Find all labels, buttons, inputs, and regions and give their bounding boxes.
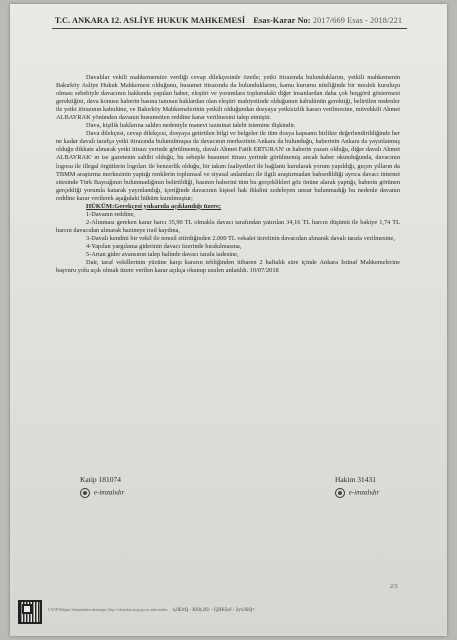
judge-signature xyxy=(335,475,379,498)
clerk-signature xyxy=(80,475,124,498)
verdict-heading: HÜKÜM:Gerekçesi yukarıda açıklandığı üzere; xyxy=(86,202,222,210)
document-footer xyxy=(48,608,255,613)
e-signature-seal-icon xyxy=(80,488,90,498)
verdict-item: 1-Davanın reddine, xyxy=(86,210,135,218)
paragraph: Dava dilekçesi, cevap dilekçesi, dosyaya getirtilen bilgi ve belgeler ile tüm dosya kapsamı birlikte değerlendirildiğinde her ne kadar davalı tarafça yetki itirazında bulunulmuşsa da davacının merkezinin Ankara da bulunduğu, haberinin Ankara da yayınlanmış olduğu dikkate alınarak yetki itirazı yerinde görülmemiş, davalı Ahmet Fatih ERTURAN' ın haberin yazarı olduğu, diğer davalı Ahmet ALBAYRAK' ın ise gazetenin sahibi olduğu, bu sebeple husumet itirazı yerinde görülmemiş ancak haber okunduğunda, davacının logosu ile illegal örgütlerin logoları ile benzerlik olduğu, bir takım faaliyetleri ile bağlantı kurularak yorum yapıldığı, geçen yılların da TBMM araştırma merkezinin yaptığı renklerin toplumsal ve siyasal anlamları ile ilgili araştırmadan bahsedildiği ayrıca davacı internet sitesinde Türk Bayrağının bulunmadığının belirtildiği, basının haberini tüm bu gerçeklikleri göz önüne alarak yaptığı, haberin görünen gerçekliği yorumla katarak yayınlandığı, içeriğinde davacının kişisel hak ihlalini zedeleyen unsur bulunmadığı bu nedenle davanın reddine karar verilerek aşağıdaki hüküm kurulmuştur; xyxy=(56,130,400,202)
closing-paragraph: Dair, taraf vekillerinin yüzüne karşı kararın tebliğinden itibaren 2 haftalık süre içinde Ankara İstinaf Mahkemelerine başvuru yolu açık olmak üzere verilen karar açıkça okunup usulen anlatıldı. 10/07/2018 xyxy=(56,259,400,275)
decision-body xyxy=(56,74,400,275)
qr-code-icon xyxy=(18,600,42,624)
clerk-esign-text: e-imzalıdır xyxy=(93,488,125,497)
verification-code: x2lE/tQ - Kl9y2O/ - QJHi5oJ - 2yx3SQ= xyxy=(172,608,255,613)
footer-note: UYAP Bilişim Sisteminden alınmıştır. http://vatandas.uyap.gov.tr adresinden xyxy=(48,608,168,612)
esas-label: Esas-Karar No: xyxy=(253,16,311,25)
verdict-item: 2-Alınması gereken karar harcı 35,90 TL olmakla davacı tarafından yatırılan 34,16 TL harcın düşümü ile bakiye 1,74 TL harcın davacıdan alınarak hazineye irad kaydına, xyxy=(56,218,400,234)
header-divider xyxy=(52,28,407,29)
judge-label: Hakim 31431 xyxy=(335,475,377,484)
judge-esign-text: e-imzalıdır xyxy=(348,488,380,497)
verdict-item: 5-Artan gider avansının talep halinde davacı tarafa iadesine, xyxy=(86,251,239,259)
esas-numbers: 2017/669 Esas - 2018/221 xyxy=(312,16,403,25)
verdict-item: 4-Yapılan yargılama giderinin davacı üzerinde bırakılmasına, xyxy=(86,242,242,250)
judge-esign xyxy=(335,488,379,498)
verdict-item: 3-Davalı kendini bir vekil ile temsil ettirdiğinden 2.000 TL vekalet ücretinin davacıdan alınarak davalı tarafa verilmesine, xyxy=(86,234,395,242)
court-name: T.C. ANKARA 12. ASLİYE HUKUK MAHKEMESİ xyxy=(54,16,246,25)
clerk-label: Katip 181074 xyxy=(80,475,122,484)
page-number: 2/3 xyxy=(390,584,398,590)
paragraph: Dava, kişilik haklarına saldırı nedeniyle manevi tazminat talebi istemine ilişkindir. xyxy=(86,122,296,130)
paragraph: Davalılar vekili mahkememize verdiği cevap dilekçesinde özetle; yetki itirazında bulunduklarını, yetkili mahkemenin Bakırköy Asliye Hukuk Mahkemesi olduğunu, husumet itirazında da bulunduklarını, kamu kurumu niteliğinde bir meslek kuruluşu olması sebebiyle davacının hakkında yapılan haber, eleştiri ve yorumlara toplumdaki diğer insanlardan daha çok hoşgörü göstermesi gerektiğini, dava konusu haberin basına tanınan haklardan olan eleştiri mahiyetinde olduğunun kabulünün gerektiği, belirtilen nedenler ile yetki itirazının kabulüne, ve Bakırköy Mahkemelerinin yetkili olduğundan dosyaya yetkisizlik kararı verilmesine, müvekkili Ahmet ALBAYRAK yönünden davanın husumetten reddine karar verilmesini talep etmiştir. xyxy=(56,74,400,122)
clerk-esign xyxy=(80,488,124,498)
e-signature-seal-icon xyxy=(335,488,345,498)
document-header xyxy=(10,16,447,25)
